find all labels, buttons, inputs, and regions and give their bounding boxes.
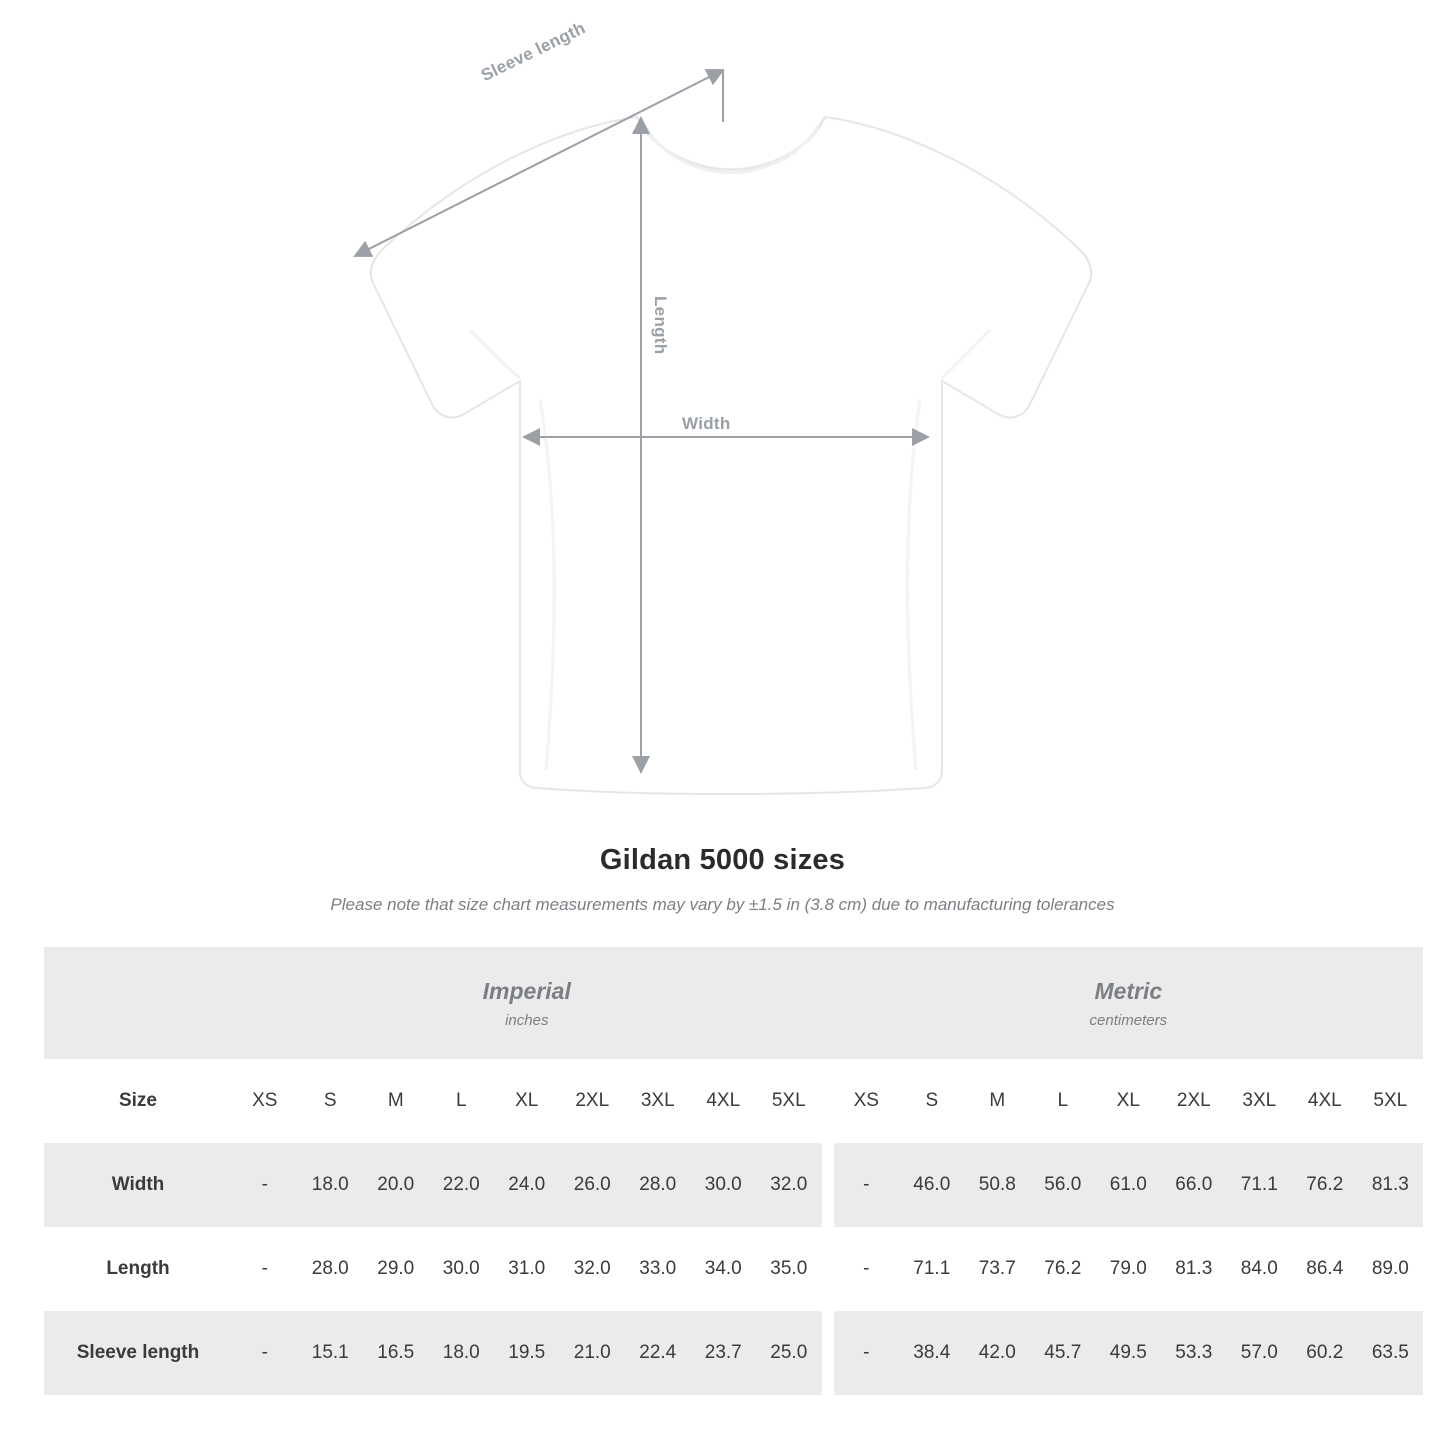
page-title: Gildan 5000 sizes (599, 844, 846, 876)
size-header-metric-4xl: 4XL (1292, 1059, 1358, 1143)
size-header-imperial-3xl: 3XL (625, 1059, 691, 1143)
cell-width-imperial-3xl: 28.0 (625, 1143, 691, 1227)
cell-width-metric-2xl: 66.0 (1161, 1143, 1227, 1227)
unit-spacer-cell (44, 947, 232, 1059)
cell-width-metric-3xl: 71.1 (1227, 1143, 1293, 1227)
cell-sleeve-imperial-m: 16.5 (363, 1311, 429, 1395)
cell-width-metric-4xl: 76.2 (1292, 1143, 1358, 1227)
cell-length-metric-xs: - (834, 1227, 900, 1311)
cell-length-imperial-s: 28.0 (298, 1227, 364, 1311)
size-header-imperial-l: L (429, 1059, 495, 1143)
chart-heading (0, 844, 1445, 915)
size-header-metric-xl: XL (1096, 1059, 1162, 1143)
cell-length-imperial-m: 29.0 (363, 1227, 429, 1311)
size-table-wrapper (44, 947, 1409, 1395)
size-header-imperial-4xl: 4XL (691, 1059, 757, 1143)
row-label-width: Width (44, 1143, 232, 1227)
table-row-length (44, 1227, 1423, 1311)
row-gap-cell-sleeve (822, 1311, 834, 1395)
size-header-imperial-xs: XS (232, 1059, 298, 1143)
cell-length-metric-5xl: 89.0 (1358, 1227, 1424, 1311)
cell-width-metric-m: 50.8 (965, 1143, 1031, 1227)
cell-sleeve-metric-xl: 49.5 (1096, 1311, 1162, 1395)
cell-sleeve-metric-5xl: 63.5 (1358, 1311, 1424, 1395)
cell-length-imperial-5xl: 35.0 (756, 1227, 822, 1311)
cell-sleeve-metric-m: 42.0 (965, 1311, 1031, 1395)
cell-width-metric-l: 56.0 (1030, 1143, 1096, 1227)
cell-length-metric-s: 71.1 (899, 1227, 965, 1311)
cell-length-imperial-3xl: 33.0 (625, 1227, 691, 1311)
size-header-imperial-2xl: 2XL (560, 1059, 626, 1143)
metric-unit-cell (834, 947, 1424, 1059)
cell-width-metric-xs: - (834, 1143, 900, 1227)
imperial-unit-name: Imperial (482, 977, 571, 1004)
header-gap-cell (822, 1059, 834, 1143)
row-label-sleeve-length: Sleeve length (44, 1311, 232, 1395)
table-row-sleeve-length (44, 1311, 1423, 1395)
size-header-imperial-s: S (298, 1059, 364, 1143)
cell-sleeve-imperial-xl: 19.5 (494, 1311, 560, 1395)
cell-length-imperial-xs: - (232, 1227, 298, 1311)
cell-length-metric-xl: 79.0 (1096, 1227, 1162, 1311)
size-header-label: Size (44, 1059, 232, 1143)
unit-header-row (44, 947, 1423, 1059)
imperial-unit-cell (232, 947, 822, 1059)
size-header-imperial-5xl: 5XL (756, 1059, 822, 1143)
tshirt-shape (371, 117, 1091, 794)
cell-width-imperial-xs: - (232, 1143, 298, 1227)
cell-width-metric-xl: 61.0 (1096, 1143, 1162, 1227)
cell-length-imperial-4xl: 34.0 (691, 1227, 757, 1311)
cell-length-imperial-2xl: 32.0 (560, 1227, 626, 1311)
cell-length-metric-l: 76.2 (1030, 1227, 1096, 1311)
cell-sleeve-metric-4xl: 60.2 (1292, 1311, 1358, 1395)
row-label-length: Length (44, 1227, 232, 1311)
cell-width-metric-5xl: 81.3 (1358, 1143, 1424, 1227)
width-label: Width (682, 414, 731, 433)
metric-unit-name: Metric (1094, 977, 1163, 1004)
cell-sleeve-imperial-4xl: 23.7 (691, 1311, 757, 1395)
cell-length-metric-3xl: 84.0 (1227, 1227, 1293, 1311)
cell-width-imperial-xl: 24.0 (494, 1143, 560, 1227)
size-header-metric-3xl: 3XL (1227, 1059, 1293, 1143)
size-header-row (44, 1059, 1423, 1143)
cell-width-imperial-5xl: 32.0 (756, 1143, 822, 1227)
size-header-metric-s: S (899, 1059, 965, 1143)
cell-length-imperial-l: 30.0 (429, 1227, 495, 1311)
cell-sleeve-imperial-s: 15.1 (298, 1311, 364, 1395)
cell-width-metric-s: 46.0 (899, 1143, 965, 1227)
cell-sleeve-metric-s: 38.4 (899, 1311, 965, 1395)
cell-sleeve-metric-3xl: 57.0 (1227, 1311, 1293, 1395)
cell-sleeve-imperial-5xl: 25.0 (756, 1311, 822, 1395)
cell-length-metric-2xl: 81.3 (1161, 1227, 1227, 1311)
size-table (44, 947, 1423, 1395)
row-gap-cell-width (822, 1143, 834, 1227)
size-header-metric-2xl: 2XL (1161, 1059, 1227, 1143)
imperial-unit-sub: inches (505, 1011, 549, 1029)
cell-sleeve-metric-xs: - (834, 1311, 900, 1395)
cell-length-metric-4xl: 86.4 (1292, 1227, 1358, 1311)
cell-sleeve-imperial-3xl: 22.4 (625, 1311, 691, 1395)
tolerance-note: Please note that size chart measurements may vary by ±1.5 in (3.8 cm) due to manufacturing tolerances (330, 895, 1115, 914)
cell-length-metric-m: 73.7 (965, 1227, 1031, 1311)
cell-width-imperial-l: 22.0 (429, 1143, 495, 1227)
unit-gap-cell (822, 947, 834, 1059)
size-header-imperial-m: M (363, 1059, 429, 1143)
cell-width-imperial-s: 18.0 (298, 1143, 364, 1227)
length-label: Length (651, 296, 670, 355)
cell-sleeve-imperial-l: 18.0 (429, 1311, 495, 1395)
cell-sleeve-metric-2xl: 53.3 (1161, 1311, 1227, 1395)
cell-length-imperial-xl: 31.0 (494, 1227, 560, 1311)
cell-width-imperial-2xl: 26.0 (560, 1143, 626, 1227)
table-row-width (44, 1143, 1423, 1227)
size-header-metric-m: M (965, 1059, 1031, 1143)
sleeve-length-label: Sleeve length (478, 18, 589, 86)
cell-sleeve-metric-l: 45.7 (1030, 1311, 1096, 1395)
size-header-imperial-xl: XL (494, 1059, 560, 1143)
cell-sleeve-imperial-xs: - (232, 1311, 298, 1395)
cell-sleeve-imperial-2xl: 21.0 (560, 1311, 626, 1395)
size-header-metric-5xl: 5XL (1358, 1059, 1424, 1143)
size-header-metric-l: L (1030, 1059, 1096, 1143)
cell-width-imperial-m: 20.0 (363, 1143, 429, 1227)
metric-unit-sub: centimeters (1089, 1011, 1168, 1029)
size-header-metric-xs: XS (834, 1059, 900, 1143)
cell-width-imperial-4xl: 30.0 (691, 1143, 757, 1227)
row-gap-cell-length (822, 1227, 834, 1311)
